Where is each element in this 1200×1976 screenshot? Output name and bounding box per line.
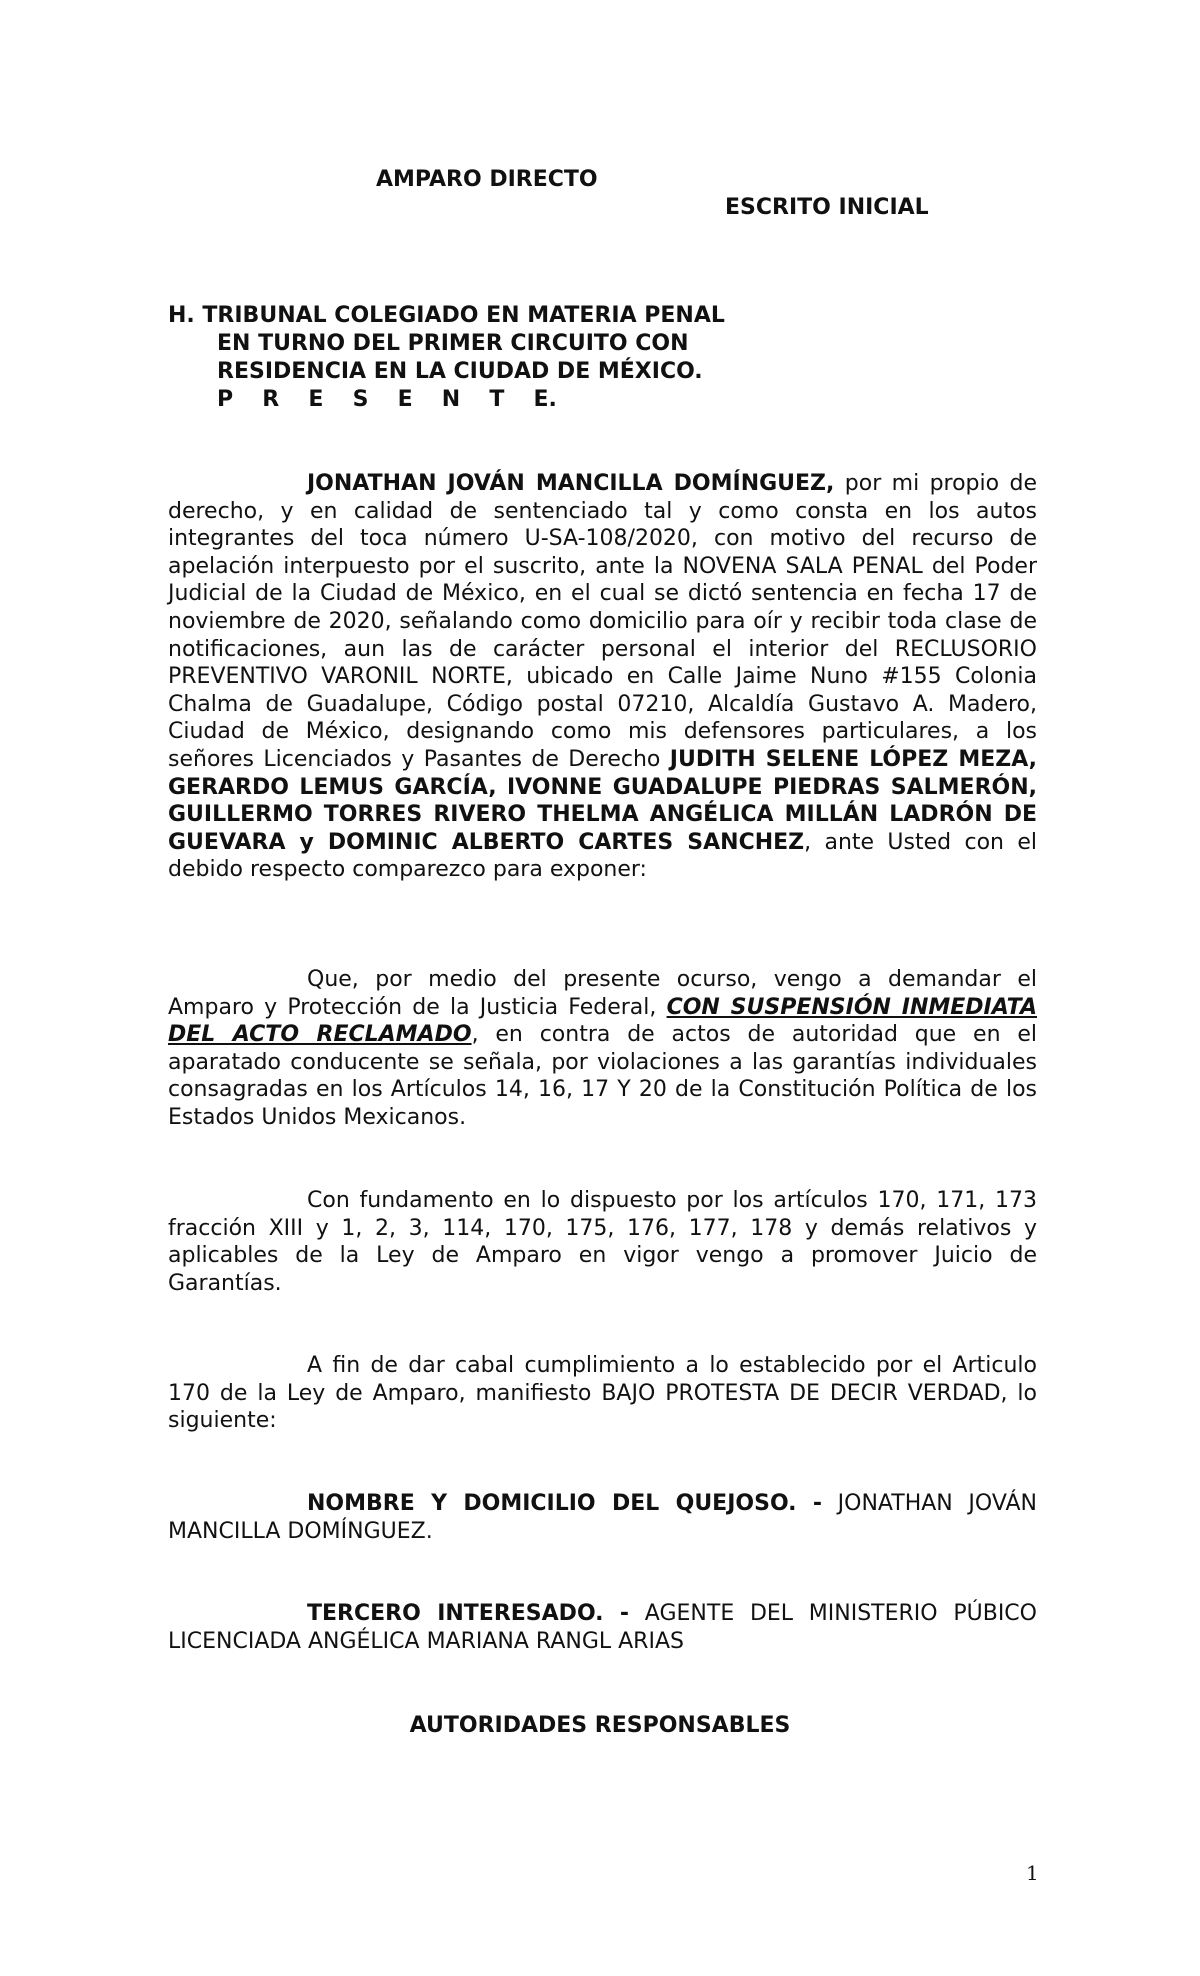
demand-paragraph: [168, 966, 1037, 1132]
presente-letter: E: [397, 387, 413, 412]
presente-line: [168, 386, 557, 414]
addressee-line-2: EN TURNO DEL PRIMER CIRCUITO CON: [217, 331, 689, 356]
addressee-line-1: H. TRIBUNAL COLEGIADO EN MATERIA PENAL: [168, 303, 725, 328]
presente-letter: E.: [533, 387, 557, 412]
case-type-heading: AMPARO DIRECTO: [376, 167, 598, 192]
authorities-heading: AUTORIDADES RESPONSABLES: [409, 1713, 791, 1738]
suspension-emphasis: CON SUSPENSIÓN INMEDIATA DEL ACTO RECLAMADO: [168, 994, 1037, 1048]
page-number: 1: [1026, 1861, 1039, 1885]
legal-basis-paragraph: Con fundamento en lo dispuesto por los artículos 170, 171, 173 fracción XIII y 1, 2, 3, 114, 170, 175, 176, 177, 178 y demás relativos y aplicables de la Ley de Amparo en vigor vengo a promover Juicio de Garantías.: [168, 1188, 1037, 1296]
presente-letter: N: [441, 387, 461, 412]
complainant-label: NOMBRE Y DOMICILIO DEL QUEJOSO. -: [307, 1491, 822, 1516]
demand-text-1: Que, por medio del presente ocurso, vengo a demandar el Amparo y Protección de la Justicia Federal,: [168, 967, 1037, 1020]
petitioner-name: JONATHAN JOVÁN MANCILLA DOMÍNGUEZ,: [307, 471, 835, 496]
presente-letter: S: [352, 387, 369, 412]
presente-letter: R: [262, 387, 280, 412]
intro-text-2: , ante Usted con el debido respecto comparezco para exponer:: [168, 829, 1037, 883]
defenders-names: JUDITH SELENE LÓPEZ MEZA, GERARDO LEMUS GARCÍA, IVONNE GUADALUPE PIEDRAS SALMERÓN, GUILLERMO TORRES RIVERO THELMA ANGÉLICA MILLÁN LADRÓN DE GUEVARA y DOMINIC ALBERTO CARTES SANCHEZ: [168, 746, 1037, 855]
demand-text-2: , en contra de actos de autoridad que en el aparatado conducente se señala, por violaciones a las garantías individuales consagradas en los Artículos 14, 16, 17 Y 20 de la Constitución Política de los Estados Unidos Mexicanos.: [168, 1022, 1037, 1130]
presente-letter: T: [489, 387, 505, 412]
third-party-paragraph: [168, 1600, 1037, 1655]
addressee-line-3: RESIDENCIA EN LA CIUDAD DE MÉXICO.: [217, 359, 703, 384]
presente-letter: P: [217, 387, 234, 412]
intro-text-1: por mi propio de derecho, y en calidad de sentenciado tal y como consta en los autos integrantes del toca número U-SA-108/2020, con motivo del recurso de apelación interpuesto por el suscrito, ante la NOVENA SALA PENAL del Poder Judicial de la Ciudad de México, en el cual se dictó sentencia en fecha 17 de noviembre de 2020, señalando como domicilio para oír y recibir toda clase de notificaciones, aun las de carácter personal el interior del RECLUSORIO PREVENTIVO VARONIL NORTE, ubicado en Calle Jaime Nuno #155 Colonia Chalma de Guadalupe, Código postal 07210, Alcaldía Gustavo A. Madero, Ciudad de México, designando como mis defensores particulares, a los señores Licenciados y Pasantes de Derecho: [168, 471, 1037, 772]
document-type-heading: ESCRITO INICIAL: [725, 195, 929, 220]
third-party-value: AGENTE DEL MINISTERIO PÚBICO LICENCIADA ANGÉLICA MARIANA RANGL ARIAS: [168, 1601, 1037, 1654]
presente-letter: E: [308, 387, 324, 412]
complainant-value: JONATHAN JOVÁN MANCILLA DOMÍNGUEZ.: [168, 1491, 1038, 1544]
complainant-paragraph: [168, 1490, 1037, 1545]
addressee-block: [168, 302, 725, 414]
intro-paragraph: [168, 470, 1037, 884]
compliance-paragraph: A fin de dar cabal cumplimiento a lo establecido por el Articulo 170 de la Ley de Amparo, manifiesto BAJO PROTESTA DE DECIR VERDAD, lo siguiente:: [168, 1353, 1037, 1434]
third-party-label: TERCERO INTERESADO. -: [307, 1601, 630, 1626]
